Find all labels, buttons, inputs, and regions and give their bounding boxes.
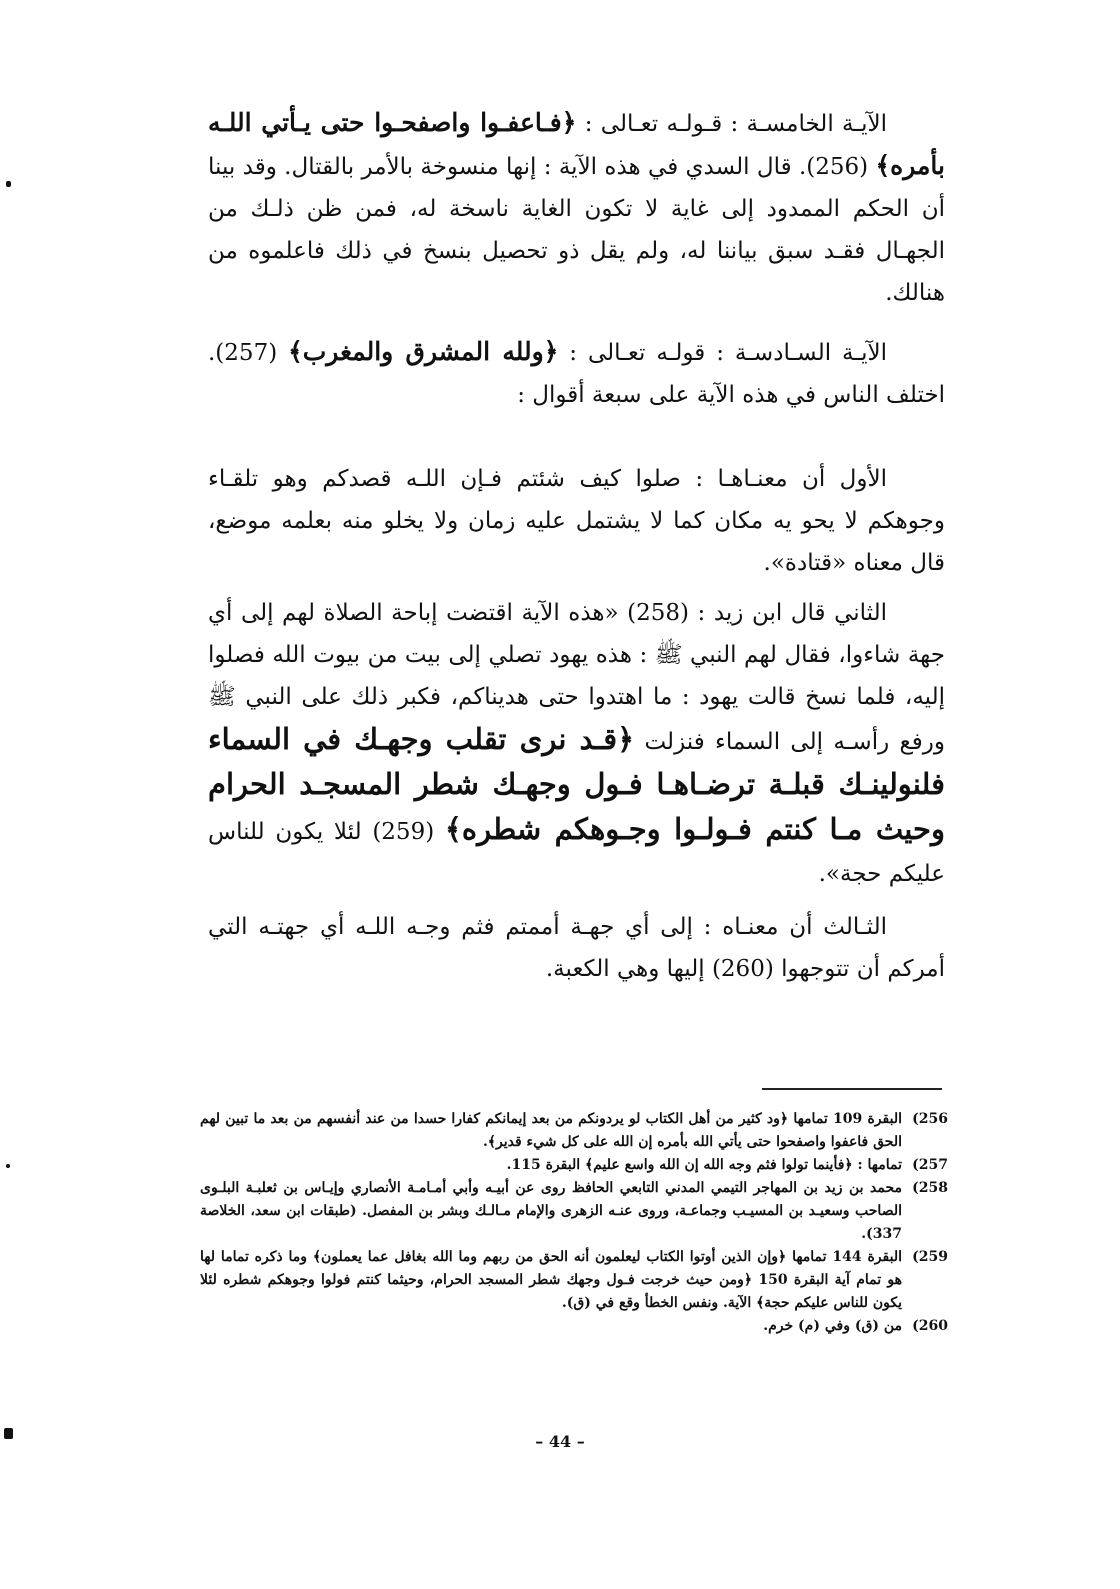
footnote-number: 256) bbox=[912, 1111, 948, 1127]
footnote bbox=[200, 1154, 948, 1177]
footnotes bbox=[200, 1108, 948, 1338]
footnote-text: تمامها : ﴿فأينما تولوا فثم وجه الله إن الله واسع عليم﴾ البقرة 115. bbox=[506, 1157, 902, 1173]
paragraph-text: (259) لئلا يكون للناس عليكم حجة». bbox=[208, 819, 945, 887]
page-number: – 44 – bbox=[535, 1432, 585, 1451]
paragraph-lead: الثاني قال ابن زيد : (258) «هذه الآية اقتضت إباحة الصلاة لهم إلى أي جهة شاءوا، فقال لهم النبي ﷺ : هذه يهود تصلي إلى بيت من بيوت الله فصلوا إليه، فلما نسخ قالت يهود : ما اهتدوا حتى هديناكم، فكبر ذلك على النبي ﷺ ورفع رأسـه إلى السماء فنزلت bbox=[208, 600, 945, 755]
paragraph-lead: الآيـة السـادسـة : قولـه تعـالى : bbox=[558, 340, 887, 366]
footnote-separator bbox=[762, 1088, 942, 1090]
footnote-text: من (ق) وفي (م) خرم. bbox=[763, 1318, 902, 1334]
paragraph-sixth-verse bbox=[208, 331, 945, 416]
footnote bbox=[200, 1108, 948, 1154]
footnote-number: 259) bbox=[912, 1249, 948, 1265]
scan-speck bbox=[4, 1428, 13, 1439]
paragraph-first-opinion bbox=[208, 458, 945, 584]
paragraph-text: (257). اختلف الناس في هذه الآية على سبعة أقوال : bbox=[208, 340, 945, 408]
scan-speck bbox=[6, 181, 11, 187]
footnote bbox=[200, 1246, 948, 1315]
paragraph-third-opinion bbox=[208, 906, 945, 990]
footnote-number: 257) bbox=[912, 1157, 948, 1173]
footnote-text: محمد بن زيد بن المهاجر التيمي المدني التابعي الحافظ روى عن أبيـه وأبي أمـامـة الأنصاري وإيـاس بن ثعلبـة البلـوى الصاحب وسعيـد بن المسيـب وجماعـة، وروى عنـه الزهرى والإمام مـالـك وبشر بن المفصل. (طبقات ابن سعد، الخلاصة 337). bbox=[200, 1180, 902, 1242]
paragraph-text: (256). قال السدي في هذه الآية : إنها منسوخة بالأمر بالقتال. وقد بينا أن الحكم الممدود إلى غاية لا تكون الغاية ناسخة له، فمن ظن ذلـك من الجهـال فقـد سبق بياننا له، ولم يقل ذو تحصيل بنسخ في ذلك فاعلموه من هنالك. bbox=[208, 154, 945, 306]
footnote-text: البقرة 109 تمامها ﴿ود كثير من أهل الكتاب لو يردونكم من بعد إيمانكم كفارا حسدا من عند أنفسهم من بعد ما تبين لهم الحق فاعفوا واصفحوا حتى يأتي الله بأمره إن الله على كل شيء قدير﴾. bbox=[200, 1111, 902, 1150]
footnote-number: 258) bbox=[912, 1180, 948, 1196]
footnote-number: 260) bbox=[912, 1318, 948, 1334]
quran-quote: ﴿قـد نرى تقلب وجهـك في السماء فلنولينـك قبلـة ترضـاهـا فـول وجهـك شطر المسجـد الحرام وحيث مـا كنتم فـولـوا وجـوهكم شطره﴾ bbox=[208, 722, 945, 846]
paragraph-text: الأول أن معنـاهـا : صلوا كيف شئتم فـإن اللـه قصدكم وهو تلقـاء وجوهكم لا يحو يه مكان كما لا يشتمل عليه زمان ولا يخلو منه بعلمه موضع، قال معناه «قتادة». bbox=[208, 466, 945, 576]
scan-speck bbox=[6, 1164, 10, 1168]
footnote-text: البقرة 144 تمامها ﴿وإن الذين أوتوا الكتاب ليعلمون أنه الحق من ربهم وما الله بغافل عما يعملون﴾ وما ذكره تماما لها هو تمام آية البقرة 150 ﴿ومن حيث خرجت فـول وجهك شطر المسجد الحرام، وحيثما كنتم فولوا وجوهكم شطره لئلا يكون للناس عليكم حجة﴾ الآية. ونفس الخطأ وقع في (ق). bbox=[200, 1249, 902, 1311]
paragraph-second-opinion bbox=[208, 592, 945, 895]
paragraph-lead: الآيـة الخامسـة : قـولـه تعـالى : bbox=[576, 111, 887, 137]
footnote bbox=[200, 1177, 948, 1246]
footnote bbox=[200, 1315, 948, 1338]
paragraph-fifth-verse bbox=[208, 102, 945, 314]
quran-quote: ﴿فـاعفـوا واصفحـوا حتى يـأتي اللـه بأمره﴾ bbox=[208, 108, 945, 180]
quran-quote: ﴿ولله المشرق والمغرب﴾ bbox=[288, 337, 559, 366]
paragraph-text: الثـالث أن معنـاه : إلى أي جهـة أممتم فثم وجـه اللـه أي جهتـه التي أمركم أن تتوجهوا (260) إليها وهي الكعبة. bbox=[208, 914, 945, 982]
